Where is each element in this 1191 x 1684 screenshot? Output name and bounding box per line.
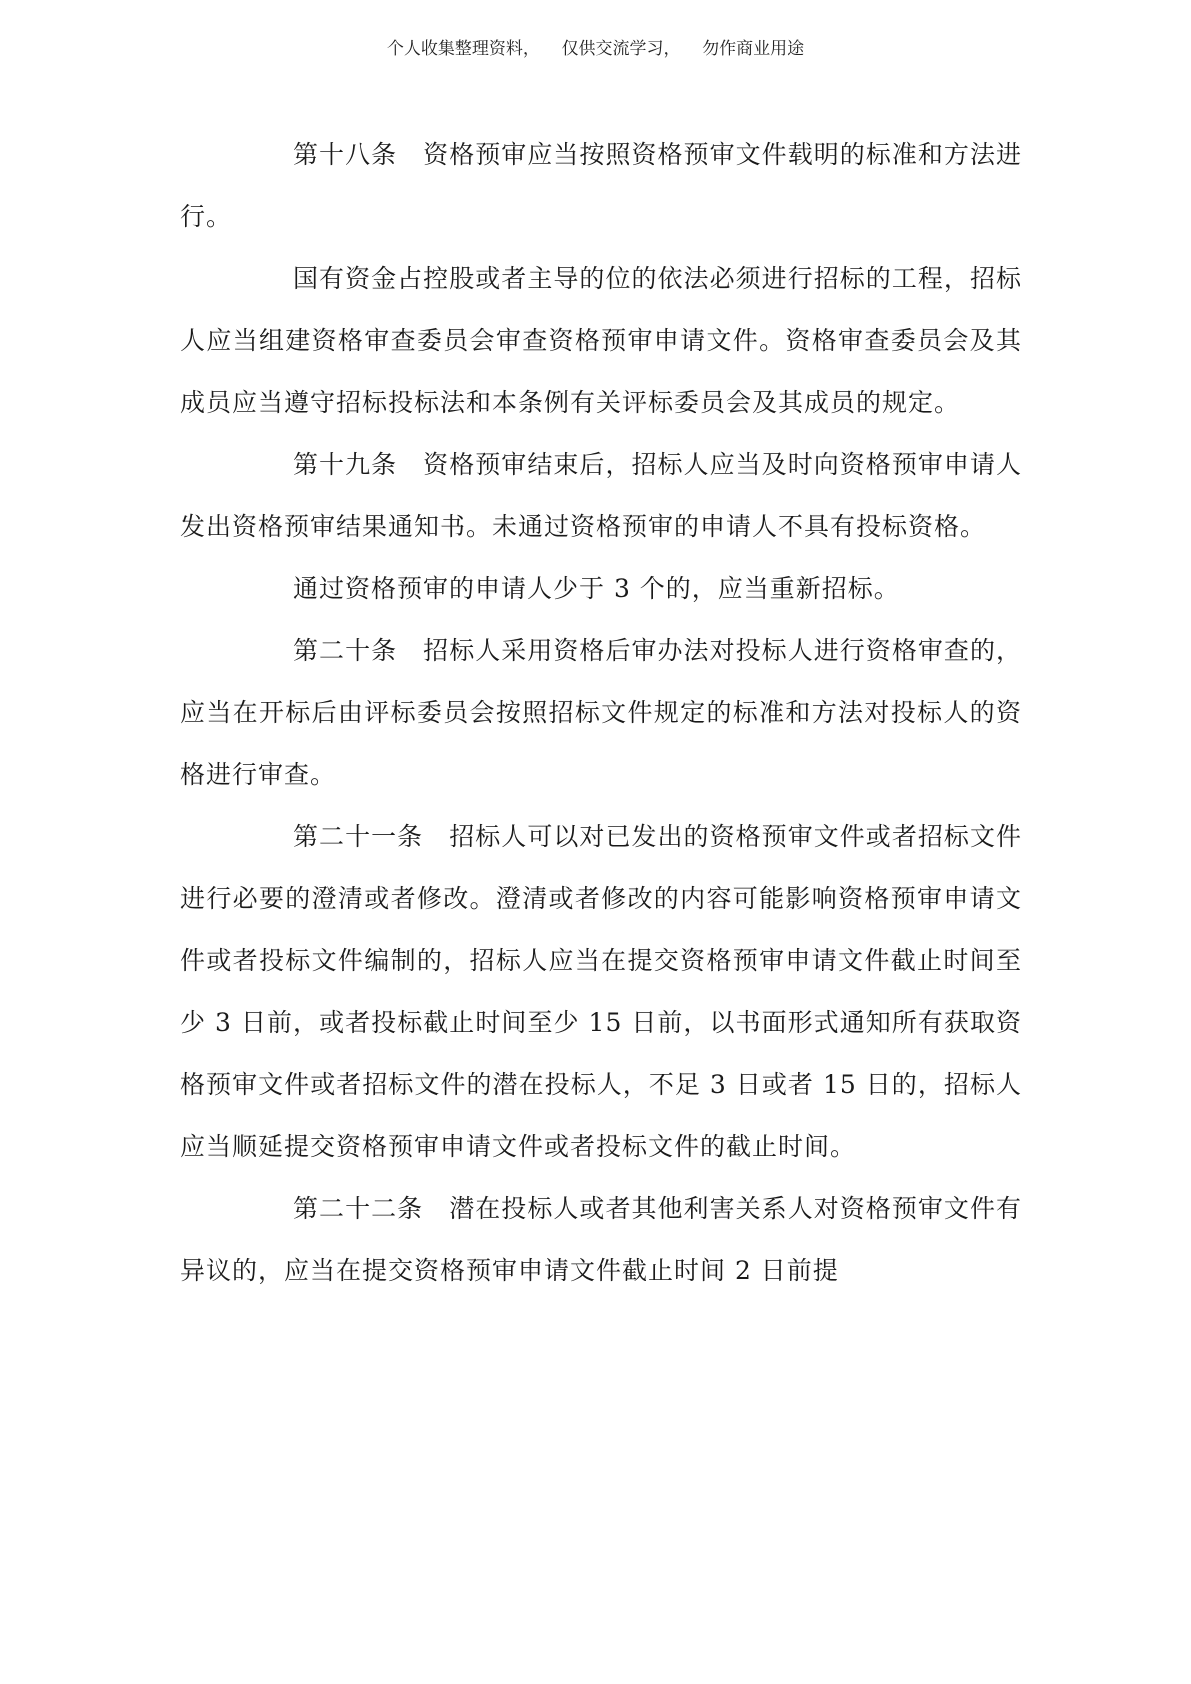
page-header: 个人收集整理资料， 仅供交流学习， 勿作商业用途: [386, 39, 805, 59]
article-20-paragraph: 第二十条 招标人采用资格后审办法对投标人进行资格审查的，应当在开标后由评标委员会按照招标文件规定的标准和方法对投标人的资格进行审查。: [180, 636, 1022, 789]
article-18-paragraph: 第十八条 资格预审应当按照资格预审文件载明的标准和方法进行。: [180, 140, 1022, 231]
article-19-clause-2-paragraph: 通过资格预审的申请人少于 3 个的，应当重新招标。: [293, 574, 900, 603]
document-body: [180, 124, 1022, 1302]
article-21-paragraph: 第二十一条 招标人可以对已发出的资格预审文件或者招标文件进行必要的澄清或者修改。澄清或者修改的内容可能影响资格预审申请文件或者投标文件编制的，招标人应当在提交资格预审申请文件截止时间至少 3 日前，或者投标截止时间至少 15 日前，以书面形式通知所有获取资格预审文件或者招标文件的潜在投标人，不足 3 日或者 15 日的，招标人应当顺延提交资格预审申请文件或者投标文件的截止时间。: [180, 822, 1022, 1161]
article-19-paragraph: 第十九条 资格预审结束后，招标人应当及时向资格预审申请人发出资格预审结果通知书。未通过资格预审的申请人不具有投标资格。: [180, 450, 1022, 541]
article-22-paragraph: 第二十二条 潜在投标人或者其他利害关系人对资格预审文件有异议的，应当在提交资格预审申请文件截止时间 2 日前提: [180, 1194, 1022, 1285]
article-18-clause-2-paragraph: 国有资金占控股或者主导的位的依法必须进行招标的工程，招标人应当组建资格审查委员会审查资格预审申请文件。资格审查委员会及其成员应当遵守招标投标法和本条例有关评标委员会及其成员的规定。: [180, 264, 1022, 417]
